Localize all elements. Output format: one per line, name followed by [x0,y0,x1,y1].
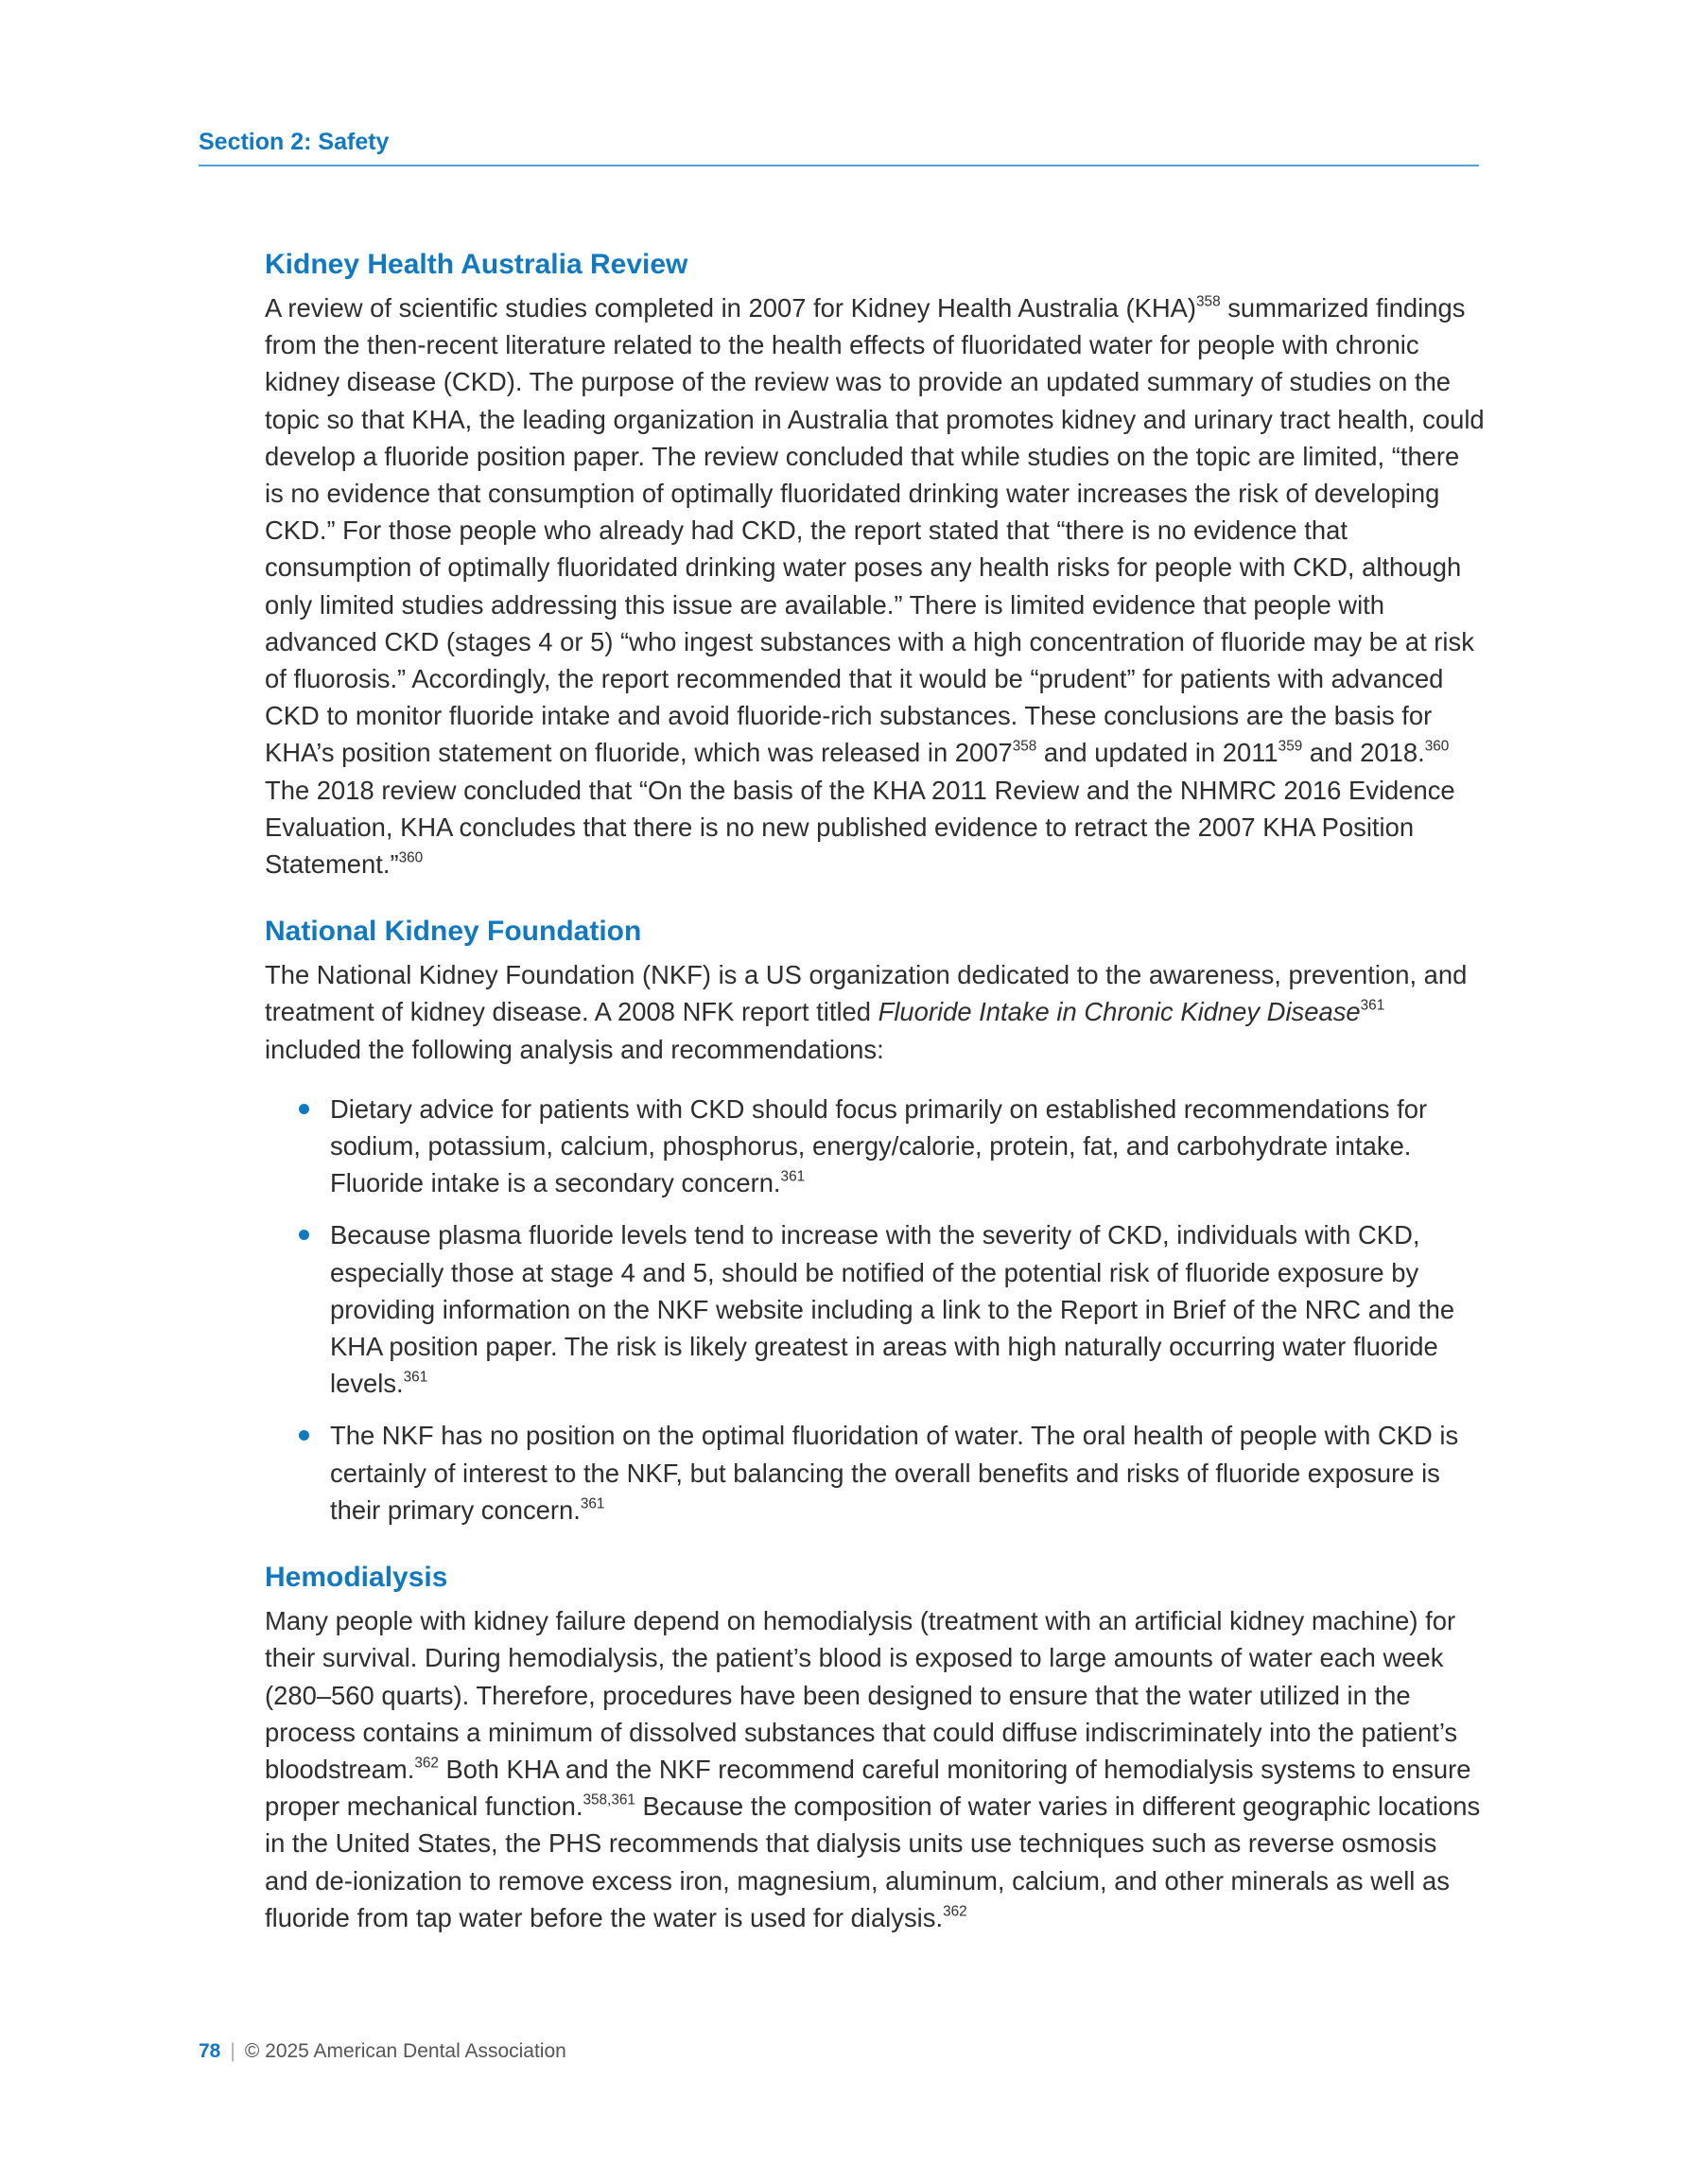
list-item: Because plasma fluoride levels tend to increase with the severity of CKD, individuals with CKD, especially those at stage 4 and 5, should be notified of the potential risk of fluoride exposure by providing information on the NKF website including a link to the Report in Brief of the NRC and the KHA position paper. The risk is likely greatest in areas with high naturally occurring water fluoride levels.$^{361}$ [330,1216,1485,1402]
citation: 358 [1012,738,1037,755]
nkf-recommendations-list [265,1091,1485,1529]
citation: 360 [398,849,424,866]
paragraph-kha-review: A review of scientific studies completed in 2007 for Kidney Health Australia (KHA)$^{358}$ summarized findings from the then-recent literature related to the health effects of fluoridated water for people with chronic kidney disease (CKD). The purpose of the review was to provide an updated summary of studies on the topic so that KHA, the leading organization in Australia that promotes kidney and urinary tract health, could develop a fluoride position paper. The review concluded that while studies on the topic are limited, “there is no evidence that consumption of optimally fluoridated drinking water increases the risk of developing CKD.” For those people who already had CKD, the report stated that “there is no evidence that consumption of optimally fluoridated drinking water poses any health risks for people with CKD, although only limited studies addressing this issue are available.” There is limited evidence that people with advanced CKD (stages 4 or 5) “who ingest substances with a high concentration of fluoride may be at risk of fluorosis.” Accordingly, the report recommended that it would be “prudent” for patients with advanced CKD to monitor fluoride intake and avoid fluoride-rich substances. These conclusions are the basis for KHA’s position statement on fluoride, which was released in 2007$^{358}$ and updated in 2011$^{359}$ and 2018.$^{360}$ The 2018 review concluded that “On the basis of the KHA 2011 Review and the NHMRC 2016 Evidence Evaluation, KHA concludes that there is no new published evidence to retract the 2007 KHA Position Statement.”$^{360}$ [265,293,1485,880]
list-item: Dietary advice for patients with CKD should focus primarily on established recommendations for sodium, potassium, calcium, phosphorus, energy/calorie, protein, fat, and carbohydrate intake. Fluoride intake is a secondary concern.$^{361}$ [330,1091,1485,1202]
heading-nkf: National Kidney Foundation [265,916,642,948]
citation: 361 [1360,997,1385,1014]
heading-hemodialysis: Hemodialysis [265,1562,448,1594]
bullet-icon [299,1230,309,1240]
citation: 362 [414,1755,439,1772]
list-item: The NKF has no position on the optimal fluoridation of water. The oral health of people with CKD is certainly of interest to the NKF, but balancing the overall benefits and risks of fluoride exposure is their primary concern.$^{361}$ [330,1417,1485,1529]
page-number: 78 [199,2040,221,2062]
page-footer [199,2040,566,2063]
citation: 359 [1278,738,1303,755]
section-header: Section 2: Safety [199,129,1479,166]
copyright: © 2025 American Dental Association [244,2040,566,2062]
citation: 358,361 [583,1791,635,1808]
footer-separator: | [230,2040,235,2062]
citation: 358 [1196,293,1221,310]
report-title: Fluoride Intake in Chronic Kidney Disease [878,997,1361,1027]
citation: 360 [1424,738,1450,755]
heading-kha-review: Kidney Health Australia Review [265,249,688,280]
citation: 361 [403,1369,428,1386]
page-content [265,244,1485,1965]
bullet-icon [299,1430,309,1441]
citation: 362 [943,1903,967,1920]
paragraph-nkf: The National Kidney Foundation (NKF) is a US organization dedicated to the awareness, prevention, and treatment of kidney disease. A 2008 NFK report titled Fluoride Intake in Chronic Kidney Disease$^{361}$ included the following analysis and recommendations: [265,960,1468,1064]
bullet-icon [299,1104,309,1114]
paragraph-hemodialysis: Many people with kidney failure depend on hemodialysis (treatment with an artificial kidney machine) for their survival. During hemodialysis, the patient’s blood is exposed to large amounts of water each week (280–560 quarts). Therefore, procedures have been designed to ensure that the water utilized in the process contains a minimum of dissolved substances that could diffuse indiscriminately into the patient’s bloodstream.$^{362}$ Both KHA and the NKF recommend careful monitoring of hemodialysis systems to ensure proper mechanical function.$^{358,361}$ Because the composition of water varies in different geographic locations in the United States, the PHS recommends that dialysis units use techniques such as reverse osmosis and de-ionization to remove excess iron, magnesium, aluminum, calcium, and other minerals as well as fluoride from tap water before the water is used for dialysis.$^{362}$ [265,1606,1481,1932]
citation: 361 [780,1168,806,1185]
citation: 361 [580,1495,605,1512]
